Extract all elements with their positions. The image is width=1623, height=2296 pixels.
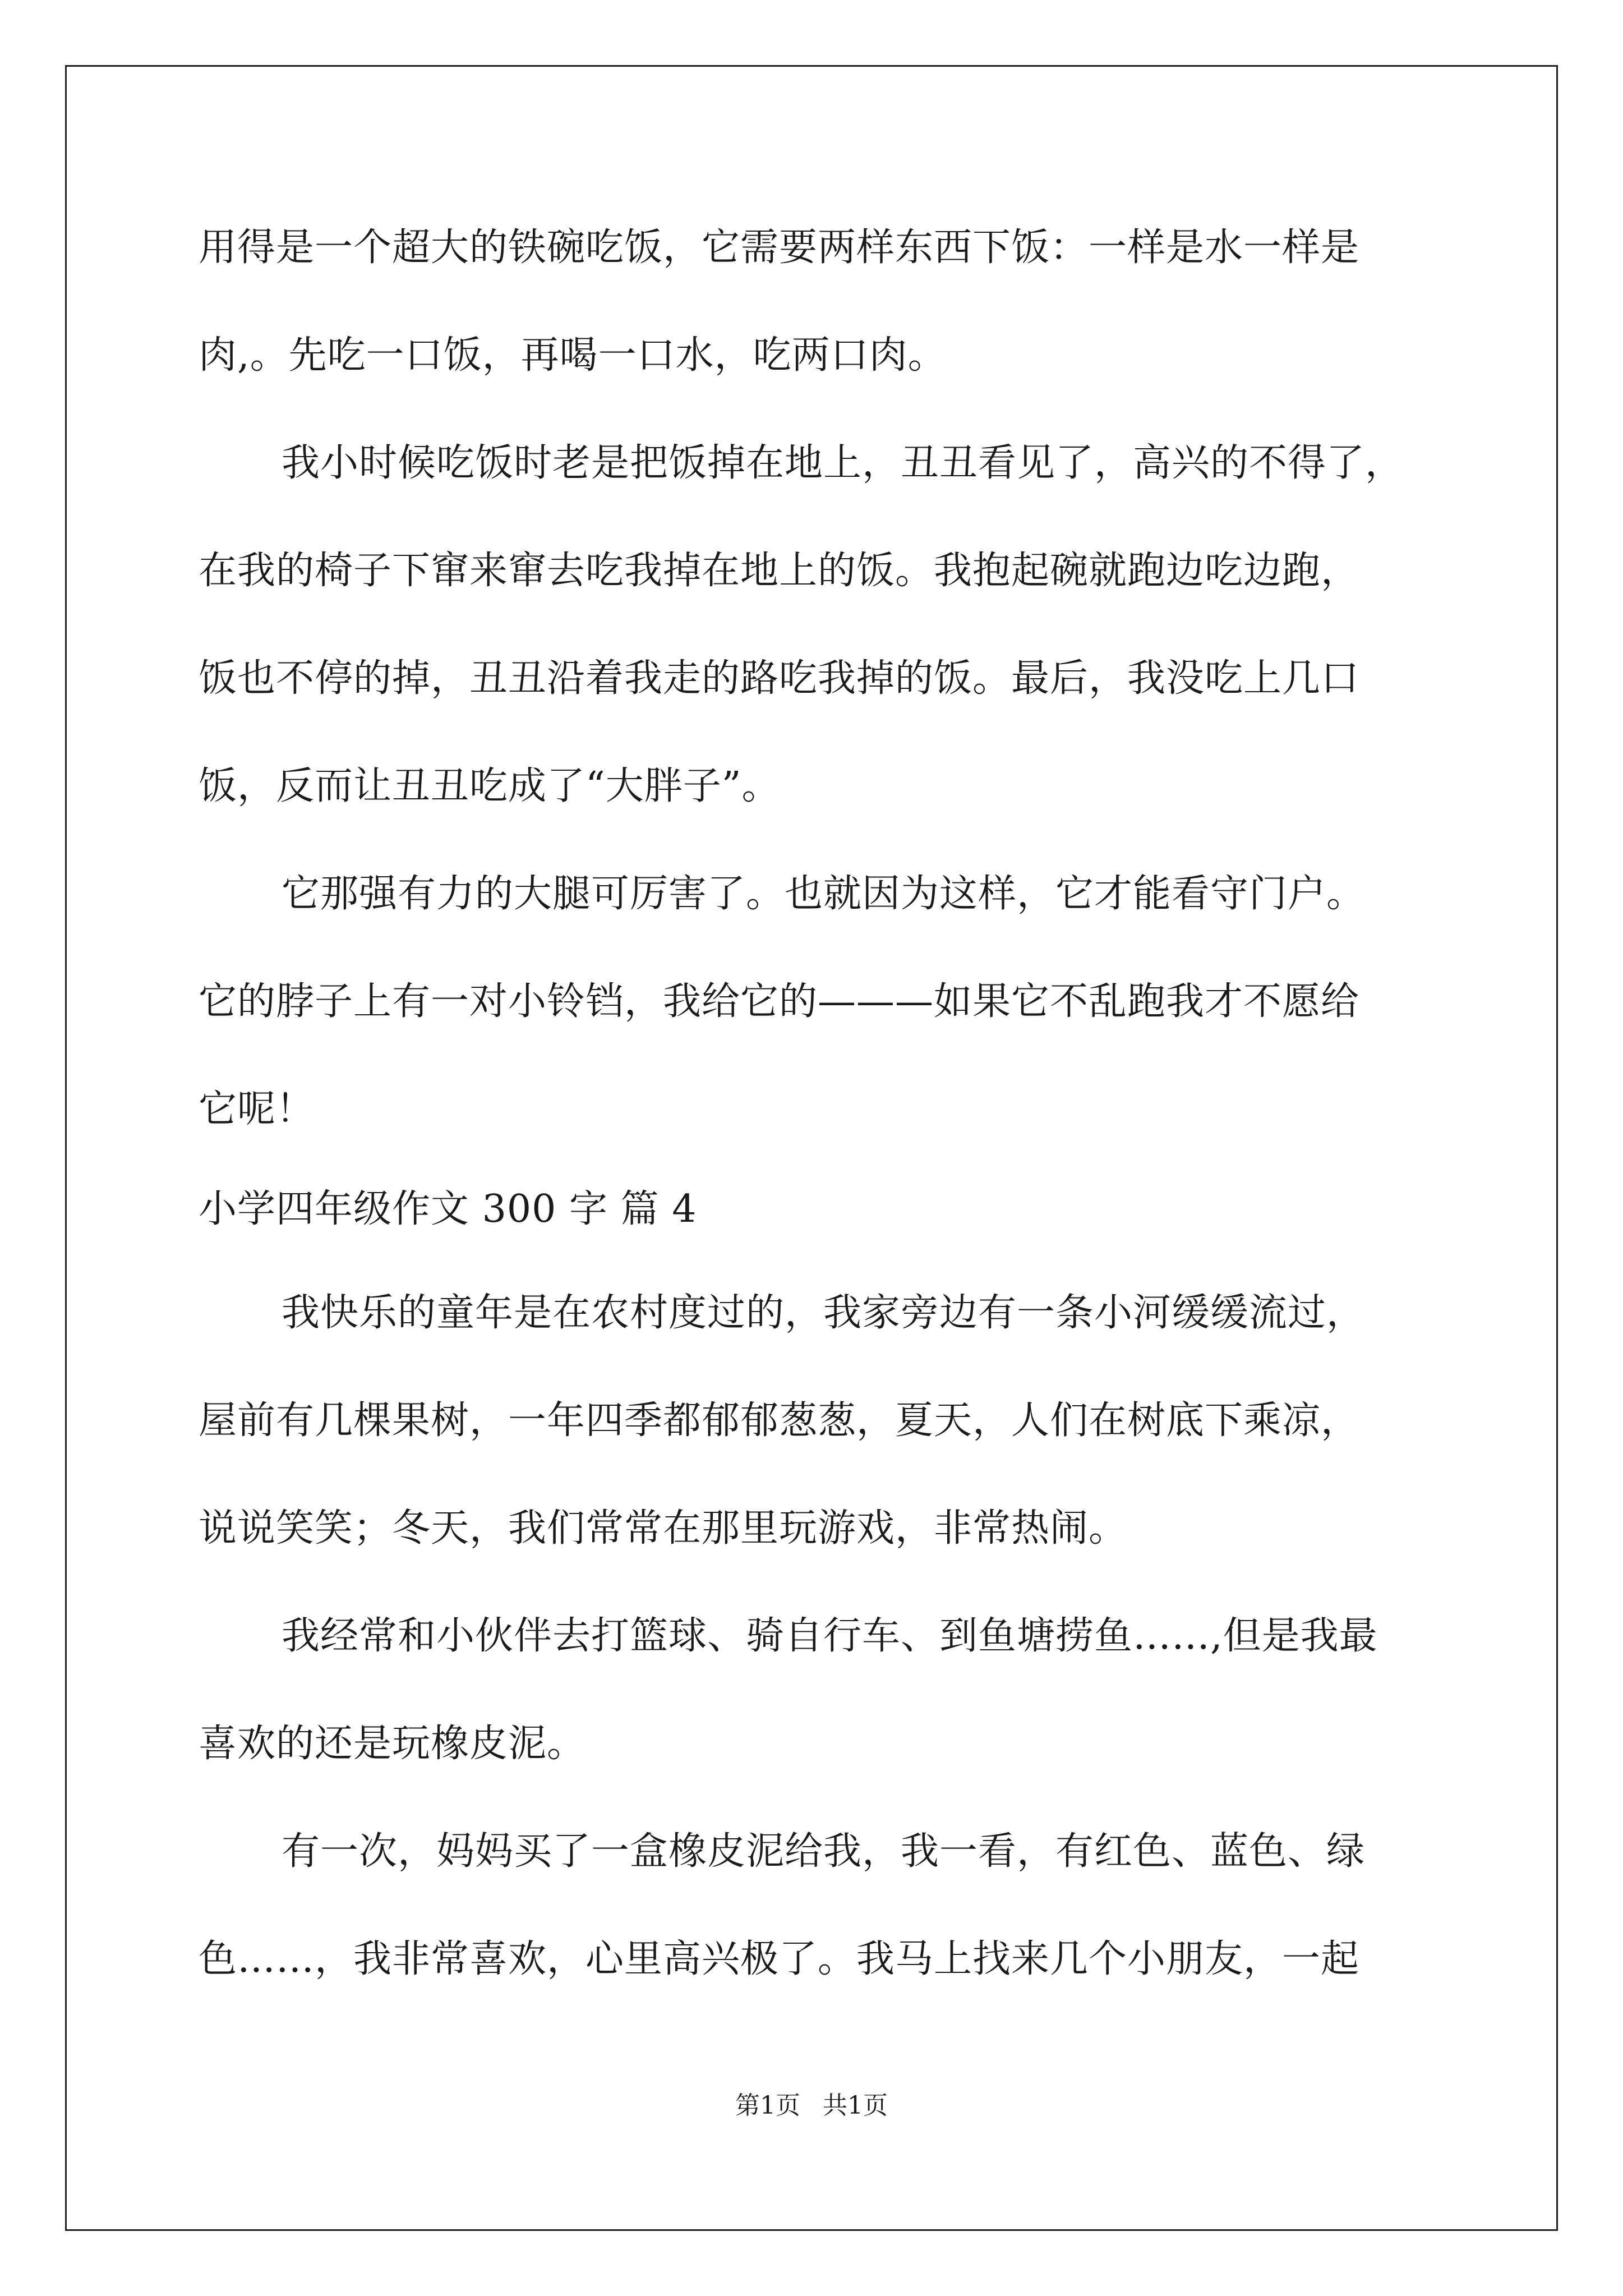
text-line: 饭也不停的掉，丑丑沿着我走的路吃我掉的饭。最后，我没吃上几口	[199, 656, 1360, 701]
text-line: 用得是一个超大的铁碗吃饭，它需要两样东西下饭：一样是水一样是	[199, 226, 1360, 270]
text-line: 喜欢的还是玩橡皮泥。	[199, 1722, 586, 1766]
text-line: 色……，我非常喜欢，心里高兴极了。我马上找来几个小朋友，一起	[199, 1937, 1360, 1981]
section-heading: 小学四年级作文 300 字 篇 4	[199, 1187, 697, 1231]
page-total: 共1页	[823, 2091, 888, 2120]
text-line: 在我的椅子下窜来窜去吃我掉在地上的饭。我抱起碗就跑边吃边跑，	[199, 549, 1360, 593]
text-line: 我快乐的童年是在农村度过的，我家旁边有一条小河缓缓流过，	[282, 1291, 1366, 1335]
text-line: 饭，反而让丑丑吃成了“大胖子”。	[199, 764, 781, 808]
text-line: 它呢！	[199, 1087, 315, 1131]
text-line: 有一次，妈妈买了一盒橡皮泥给我，我一看，有红色、蓝色、绿	[282, 1829, 1366, 1874]
text-line: 它的脖子上有一对小铃铛，我给它的———如果它不乱跑我才不愿给	[199, 979, 1360, 1024]
text-line: 我经常和小伙伴去打篮球、骑自行车、到鱼塘捞鱼……,但是我最	[282, 1614, 1378, 1658]
page-footer	[0, 2093, 1623, 2118]
text-line: 说说笑笑；冬天，我们常常在那里玩游戏，非常热闹。	[199, 1506, 1128, 1550]
text-line: 它那强有力的大腿可厉害了。也就因为这样，它才能看守门户。	[282, 872, 1366, 916]
text-line: 肉,。先吃一口饭，再喝一口水，吃两口肉。	[199, 333, 947, 378]
text-line: 我小时候吃饭时老是把饭掉在地上，丑丑看见了，高兴的不得了，	[282, 441, 1404, 485]
text-line: 屋前有几棵果树，一年四季都郁郁葱葱，夏天，人们在树底下乘凉，	[199, 1398, 1360, 1443]
page-number: 第1页	[735, 2091, 800, 2120]
page-border	[65, 65, 1558, 2231]
